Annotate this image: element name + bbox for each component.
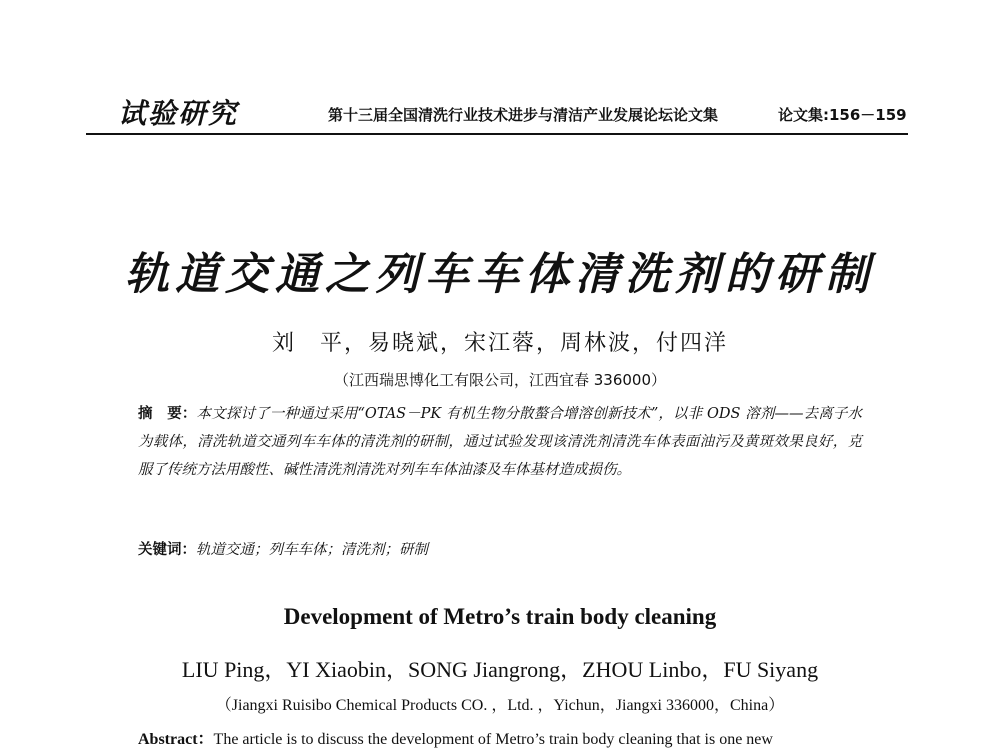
header-rule	[86, 133, 908, 135]
keywords-cn-text: 轨道交通；列车车体；清洗剂；研制	[196, 542, 428, 558]
abstract-cn-label: 摘 要：	[138, 405, 197, 422]
authors-en: LIU Ping，YI Xiaobin，SONG Jiangrong，ZHOU Linbo，FU Siyang	[181, 657, 819, 682]
page-range: 论文集:156－159	[778, 106, 907, 124]
abstract-cn-text: 本文探讨了一种通过采用“OTAS－PK 有机生物分散螯合增溶创新技术”，以非 ODS 溶剂——去离子水为载体，清洗轨道交通列车车体的清洗剂的研制，通过试验发现该清洗剂清洗车体表面油污及黄斑效果良好，克服了传统方法用酸性、碱性清洗剂清洗对列车车体油漆及车体基材造成损伤。	[138, 406, 863, 478]
abstract-cn	[138, 400, 862, 484]
abstract-en-label: Abstract：	[138, 731, 214, 748]
affiliation-cn: （江西瑞思博化工有限公司，江西宜春 336000）	[333, 371, 667, 389]
affiliation-en: （Jiangxi Ruisibo Chemical Products CO. ，Ltd. ，Yichun，Jiangxi 336000，China）	[215, 697, 785, 714]
abstract-en	[138, 726, 862, 749]
keywords-cn	[138, 536, 862, 564]
keywords-cn-label: 关键词：	[138, 541, 196, 558]
authors-cn: 刘 平，易晓斌，宋江蓉，周林波，付四洋	[271, 331, 728, 356]
abstract-en-text: The article is to discuss the development of Metro’s train body cleaning that is one new	[213, 731, 773, 748]
article-title-cn: 轨道交通之列车车体清洗剂的研制	[125, 249, 875, 300]
section-heading: 试验研究	[118, 97, 239, 130]
journal-title: 第十三届全国清洗行业技术进步与清洁产业发展论坛论文集	[328, 106, 719, 124]
article-title-en: Development of Metro’s train body cleaning	[283, 604, 717, 629]
